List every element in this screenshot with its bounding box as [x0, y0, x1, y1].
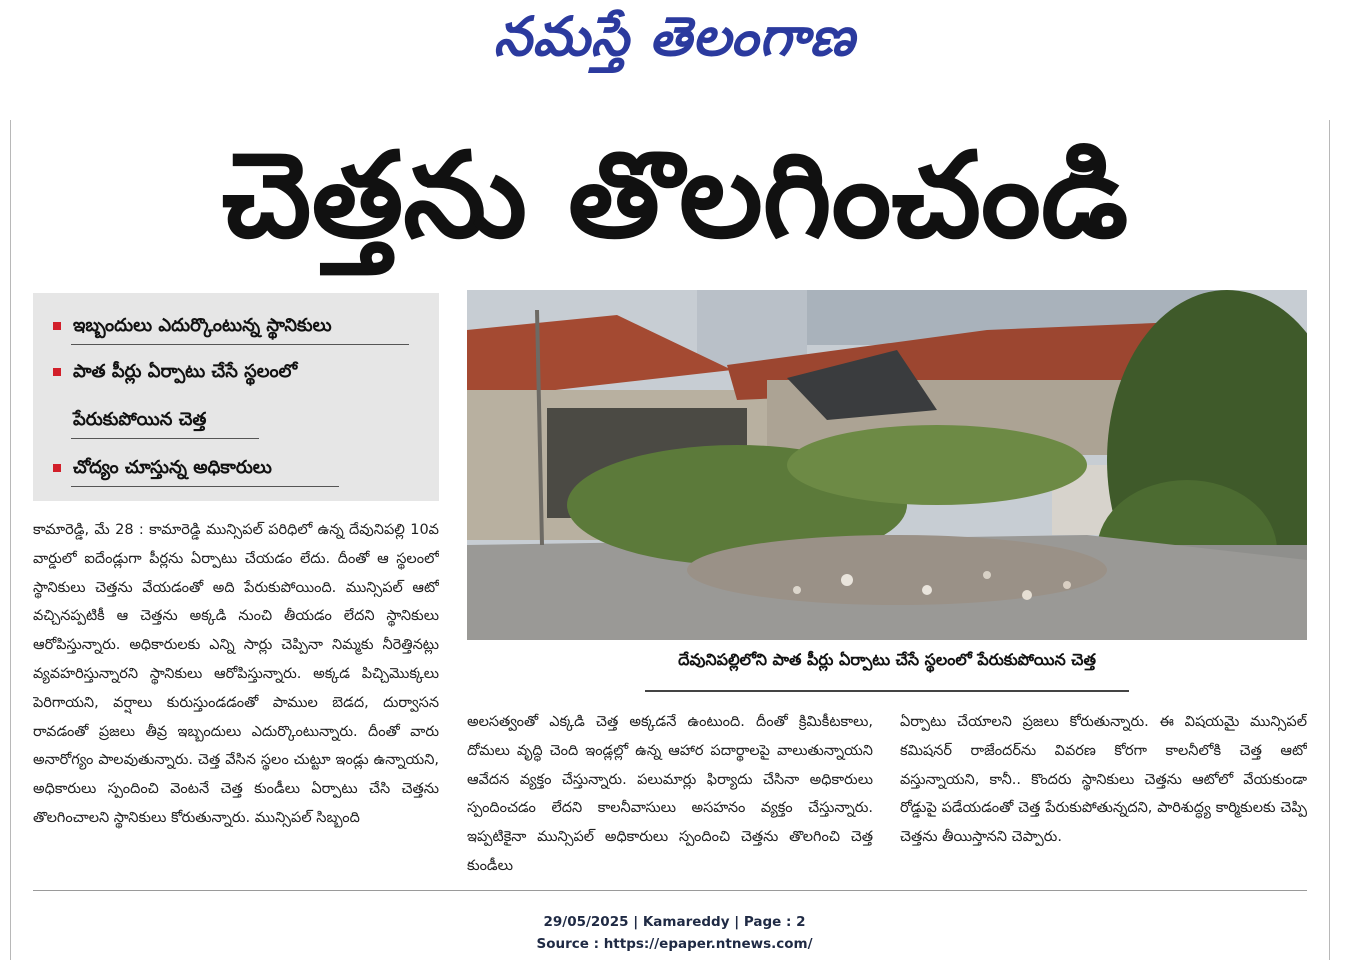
bullet-icon: [53, 368, 61, 376]
highlight-item: [53, 315, 332, 340]
article-text: ఏర్పాటు చేయాలని ప్రజలు కోరుతున్నారు. ఈ విషయమై మున్సిపల్ కమిషనర్ రాజేందర్‌ను వివరణ కోరగా కాలనీలోకి చెత్త ఆటో వస్తున్నాయని, కానీ.. కొందరు స్థానికులు చెత్తను ఆటోలో వేయకుండా రోడ్డుపై పడేయడంతో చెత్త పేరుకుపోతున్నదని, పారిశుద్ధ్య కార్మికులకు చెప్పి చెత్తను తీయిస్తానని చెప్పారు.: [900, 714, 1307, 846]
highlight-item: [53, 457, 272, 482]
footer-source: Source : https://epaper.ntnews.com/: [536, 936, 813, 952]
highlight-item: [53, 361, 297, 386]
article-column-3: [900, 708, 1307, 884]
article-text: కామారెడ్డి, మే 28 : కామారెడ్డి మున్సిపల్ పరిధిలో ఉన్న దేవునిపల్లి 10వ వార్డులో ఐదేండ్లుగా పీర్లను ఏర్పాటు చేయడం లేదు. దీంతో ఆ స్థలంలో స్థానికులు చెత్తను వేయడంతో అది పేరుకుపోయింది. మున్సిపల్ ఆటో వచ్చినప్పటికీ ఆ చెత్తను అక్కడి నుంచి తీయడం లేదని స్థానికులు ఆరోపిస్తున్నారు. అధికారులకు ఎన్ని సార్లు చెప్పినా నిమ్మకు నీరెత్తినట్లు వ్యవహరిస్తున్నారని స్థానికులు ఆరోపిస్తున్నారు. అక్కడ పిచ్చిమొక్కలు పెరిగాయని, వర్షాలు కురుస్తుండడంతో పాముల బెడద, దుర్వాసన రావడంతో ప్రజలు తీవ్ర ఇబ్బందులు ఎదుర్కొంటున్నారు. దీంతో వారు అనారోగ్యం పాలవుతున్నారు. చెత్త వేసిన స్థలం చుట్టూ ఇండ్లు ఉన్నాయని, అధికారులు స్పందించి వెంటనే చెత్త కుండీలు ఏర్పాటు చేసి చెత్తను తొలగించాలని స్థానికులు కోరుతున్నారు. మున్సిపల్ సిబ్బంది: [33, 522, 439, 826]
footer-date-edition: 29/05/2025 | Kamareddy | Page : 2: [543, 914, 806, 930]
article-text: అలసత్వంతో ఎక్కడి చెత్త అక్కడనే ఉంటుంది. దీంతో క్రిమికీటకాలు, దోమలు వృద్ధి చెంది ఇండ్లల్లో ఉన్న ఆహార పదార్థాలపై వాలుతున్నాయని ఆవేదన వ్యక్తం చేస్తున్నారు. పలుమార్లు ఫిర్యాదు చేసినా అధికారులు స్పందించడం లేదని కాలనీవాసులు అసహనం వ్యక్తం చేస్తున్నారు. ఇప్పటికైనా మున్సిపల్ అధికారులు స్పందించి చెత్తను తొలగించి చెత్త కుండీలు: [467, 714, 873, 874]
masthead-logo: నమస్తే తెలంగాణ: [493, 4, 856, 68]
highlight-text: ఇబ్బందులు ఎదుర్కొంటున్న స్థానికులు: [73, 315, 332, 336]
caption-underline: [645, 690, 1129, 692]
highlight-underline: [71, 438, 259, 439]
highlight-item-continued: [73, 409, 206, 434]
article-column-2: [467, 708, 873, 884]
highlight-underline: [71, 486, 339, 487]
left-border-rule: [10, 120, 11, 960]
bullet-icon: [53, 464, 61, 472]
photo-caption: దేవునిపల్లిలోని పాత పీర్లు ఏర్పాటు చేసే స్థలంలో పేరుకుపోయిన చెత్త: [678, 650, 1096, 669]
article-column-1: [33, 516, 439, 888]
bullet-icon: [53, 322, 61, 330]
article-photo: [467, 290, 1307, 640]
highlight-text: పాత పీర్లు ఏర్పాటు చేసే స్థలంలో: [73, 361, 298, 382]
highlight-text: పేరుకుపోయిన చెత్త: [73, 409, 207, 430]
highlight-underline: [71, 344, 409, 345]
highlight-text: చోద్యం చూస్తున్న అధికారులు: [73, 457, 272, 478]
highlights-box: [33, 293, 439, 501]
bottom-divider: [33, 890, 1307, 891]
article-headline: చెత్తను తొలగించండి: [221, 126, 1129, 264]
